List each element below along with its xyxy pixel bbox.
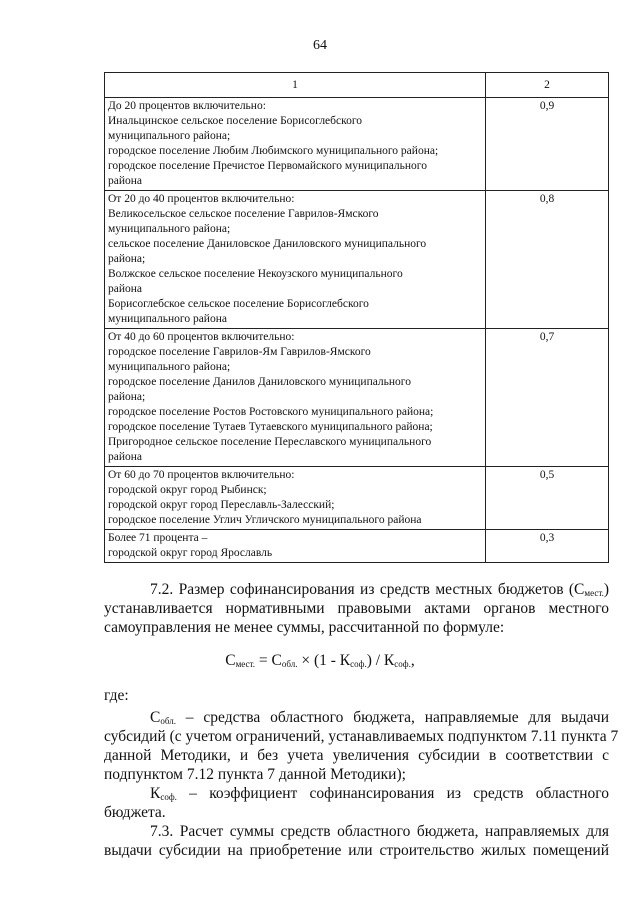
definition-c-obl xyxy=(104,708,619,784)
cell-line: городское поселение Тутаев Тутаевского муниципального района; xyxy=(108,421,433,433)
formula-part: , xyxy=(410,652,415,669)
cell-line: городское поселение Углич Угличского муниципального района xyxy=(108,514,422,526)
where-label: где: xyxy=(104,687,129,704)
subscript: соф. xyxy=(394,659,411,669)
table-cell-coefficient: 0,7 xyxy=(486,329,609,467)
text-run: – коэффициент софинансирования из средств областного xyxy=(176,785,609,802)
definition-k-sof xyxy=(104,784,609,822)
cell-line: Великосельское сельское поселение Гаврилов-Ямского xyxy=(108,208,379,220)
cell-line: района xyxy=(108,451,143,463)
formula-part: × (1 - К xyxy=(297,652,351,669)
cell-line: Более 71 процента – xyxy=(108,532,208,544)
symbol: С xyxy=(150,709,161,726)
cell-line: муниципального района; xyxy=(108,361,231,373)
cell-line: муниципального района; xyxy=(108,223,231,235)
paragraph-line: субсидий (с учетом ограничений, устанавливаемых подпунктом 7.11 пункта 7 xyxy=(104,728,619,745)
page-number: 64 xyxy=(313,38,327,53)
subscript: соф. xyxy=(350,659,367,669)
column-header: 2 xyxy=(486,73,609,98)
table-cell-description xyxy=(105,467,486,530)
text-run: 7.2. Размер софинансирования из средств местных бюджетов (С xyxy=(150,581,585,598)
subscript: обл. xyxy=(281,659,298,669)
cell-line: Инальцинское сельское поселение Борисоглебского xyxy=(108,115,363,127)
paragraph-line: самоуправления не менее суммы, рассчитанной по формуле: xyxy=(104,619,505,636)
paragraph-7-3 xyxy=(104,822,609,860)
paragraph-line: выдачи субсидии на приобретение или строительство жилых помещений xyxy=(104,842,609,859)
formula-part: ) / К xyxy=(366,652,395,669)
paragraph-line: устанавливается нормативными правовыми актами органов местного xyxy=(104,600,609,617)
text-run: – средства областного бюджета, направляемые для выдачи xyxy=(175,709,609,726)
paragraph-line xyxy=(104,580,609,599)
subscript: мест. xyxy=(584,588,604,598)
table-row xyxy=(105,98,609,191)
paragraph-line: бюджета. xyxy=(104,804,166,821)
cell-line: городское поселение Ростов Ростовского муниципального района; xyxy=(108,406,434,418)
subscript: мест. xyxy=(235,659,256,669)
cell-line: городское поселение Гаврилов-Ям Гаврилов-Ямского xyxy=(108,346,371,358)
cell-line: городской округ город Ярославль xyxy=(108,547,273,559)
subscript: соф. xyxy=(160,792,177,802)
paragraph-7-2 xyxy=(104,580,609,637)
table-cell-coefficient: 0,8 xyxy=(486,191,609,329)
formula-symbol: С xyxy=(225,652,236,669)
cell-line: Волжское сельское поселение Некоузского муниципального xyxy=(108,268,403,280)
cell-line: района xyxy=(108,175,143,187)
table-cell-coefficient: 0,3 xyxy=(486,530,609,563)
subscript: обл. xyxy=(160,716,176,726)
table-row xyxy=(105,467,609,530)
table-row xyxy=(105,191,609,329)
cell-line: городской округ город Рыбинск; xyxy=(108,484,267,496)
table-cell-coefficient: 0,5 xyxy=(486,467,609,530)
paragraph-line xyxy=(104,708,609,727)
cell-line: До 20 процентов включительно: xyxy=(108,100,266,112)
cell-line: района xyxy=(108,283,143,295)
cell-line: городское поселение Любим Любимского муниципального района; xyxy=(108,145,439,157)
table-cell-coefficient: 0,9 xyxy=(486,98,609,191)
table-cell-description xyxy=(105,329,486,467)
paragraph-line: 7.3. Расчет суммы средств областного бюджета, направляемых для xyxy=(150,823,609,840)
symbol: К xyxy=(150,785,161,802)
table-cell-description xyxy=(105,191,486,329)
formula xyxy=(0,652,640,670)
cell-line: городское поселение Пречистое Первомайского муниципального xyxy=(108,160,427,172)
cell-line: От 40 до 60 процентов включительно: xyxy=(108,331,295,343)
cell-line: Борисоглебское сельское поселение Борисоглебского xyxy=(108,298,369,310)
cell-line: муниципального района xyxy=(108,313,227,325)
table-header-row xyxy=(105,73,609,98)
cell-line: муниципального района; xyxy=(108,130,231,142)
table-row xyxy=(105,530,609,563)
cell-line: городской округ город Переславль-Залесский; xyxy=(108,499,335,511)
cell-line: От 60 до 70 процентов включительно: xyxy=(108,469,295,481)
cell-line: сельское поселение Даниловское Даниловского муниципального xyxy=(108,238,427,250)
formula-part: = С xyxy=(255,652,282,669)
column-header: 1 xyxy=(105,73,486,98)
text-run: ) xyxy=(603,581,609,598)
cell-line: Пригородное сельское поселение Переславского муниципального xyxy=(108,436,432,448)
cell-line: района; xyxy=(108,253,146,265)
table-cell-description xyxy=(105,530,486,563)
paragraph-line: подпунктом 7.12 пункта 7 данной Методики); xyxy=(104,766,406,783)
cell-line: От 20 до 40 процентов включительно: xyxy=(108,193,295,205)
paragraph-line xyxy=(104,784,609,803)
cell-line: района; xyxy=(108,391,146,403)
cell-line: городское поселение Данилов Даниловского муниципального xyxy=(108,376,411,388)
coefficient-table xyxy=(104,72,609,563)
table-cell-description xyxy=(105,98,486,191)
table-row xyxy=(105,329,609,467)
paragraph-line: данной Методики, и без учета увеличения субсидии в соответствии с xyxy=(104,747,609,764)
